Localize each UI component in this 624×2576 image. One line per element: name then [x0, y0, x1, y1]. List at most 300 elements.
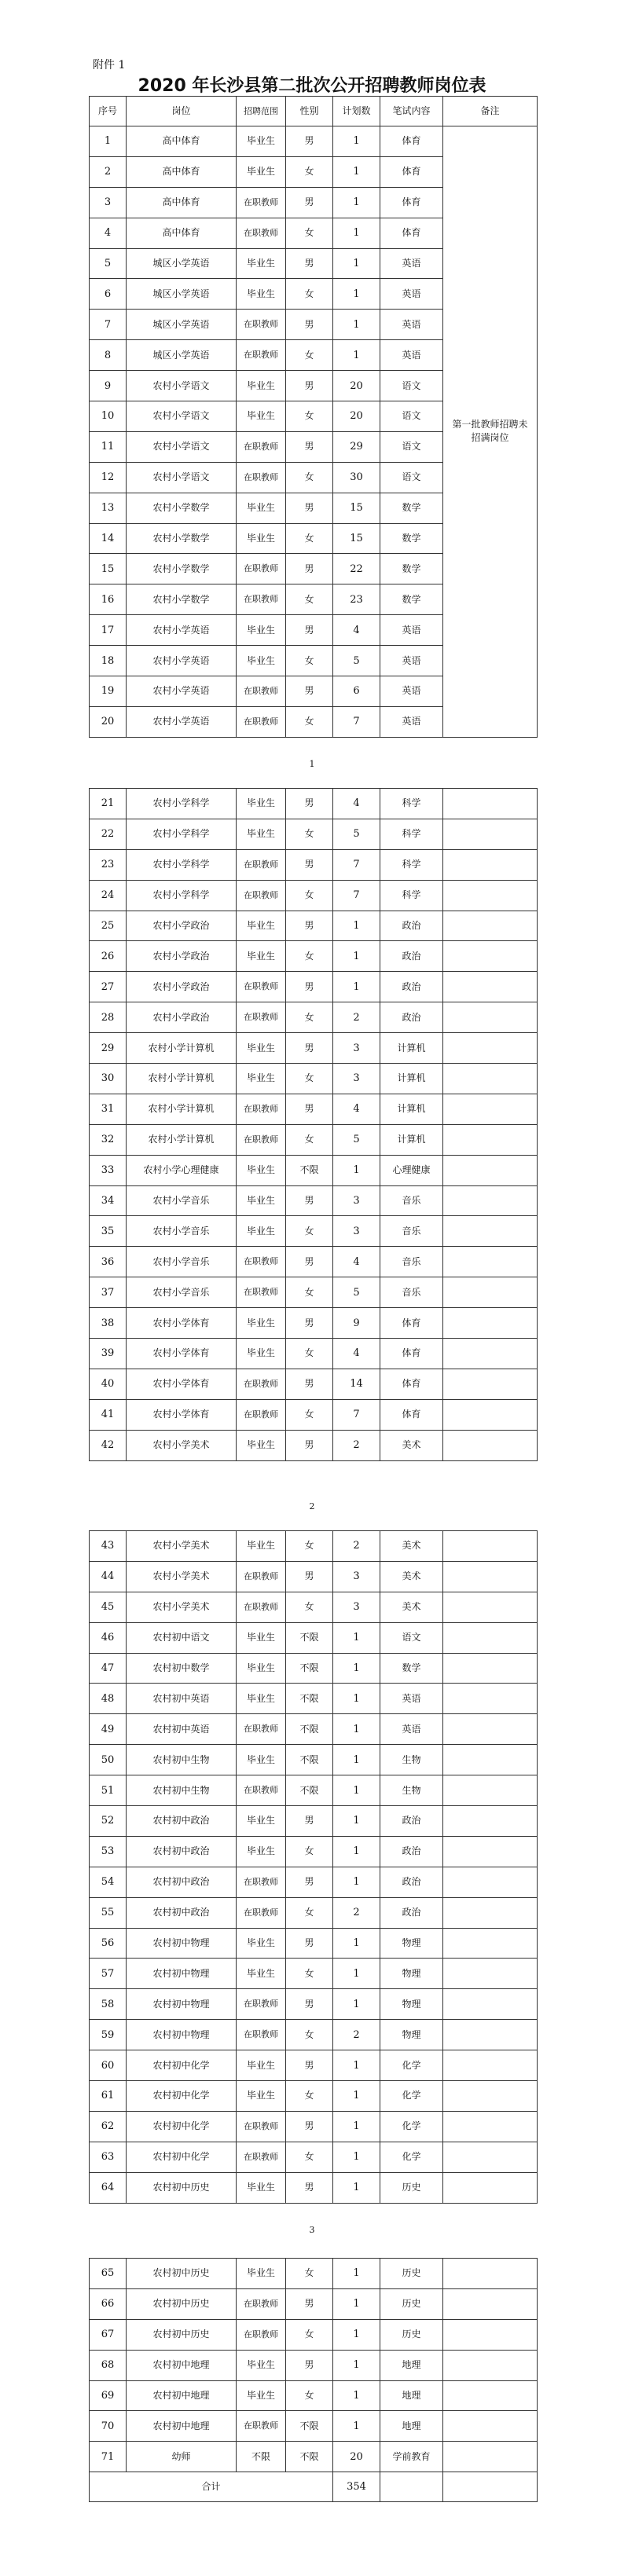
table-row	[90, 1308, 538, 1339]
scope-cell: 毕业生	[237, 126, 286, 157]
position-cell: 农村小学语文	[127, 371, 237, 401]
exam-cell: 物理	[380, 1928, 443, 1959]
gender-cell: 女	[286, 1216, 333, 1247]
position-table-page-2	[89, 788, 538, 1461]
quota-cell: 4	[333, 615, 380, 646]
scope-cell: 在职教师	[237, 554, 286, 584]
gender-cell: 男	[286, 248, 333, 279]
seq-cell: 26	[90, 941, 127, 972]
scope-cell: 在职教师	[237, 706, 286, 737]
scope-cell: 毕业生	[237, 1185, 286, 1216]
seq-cell: 25	[90, 911, 127, 941]
gender-cell: 女	[286, 279, 333, 310]
scope-cell: 毕业生	[237, 371, 286, 401]
table-row	[90, 1033, 538, 1064]
position-cell: 农村初中地理	[127, 2350, 237, 2380]
exam-cell: 美术	[380, 1430, 443, 1460]
gender-cell: 男	[286, 1867, 333, 1897]
position-cell: 农村小学语文	[127, 401, 237, 432]
table-row	[90, 1002, 538, 1033]
exam-cell: 数学	[380, 584, 443, 615]
quota-cell: 1	[333, 1806, 380, 1837]
seq-cell: 52	[90, 1806, 127, 1837]
column-header: 笔试内容	[380, 97, 443, 126]
seq-cell: 46	[90, 1622, 127, 1653]
position-cell: 农村小学美术	[127, 1592, 237, 1622]
column-header: 序号	[90, 97, 127, 126]
gender-cell: 女	[286, 1064, 333, 1094]
quota-cell: 1	[333, 218, 380, 248]
table-row	[90, 1399, 538, 1430]
scope-cell: 毕业生	[237, 2350, 286, 2380]
seq-cell: 5	[90, 248, 127, 279]
gender-cell: 女	[286, 1339, 333, 1369]
position-cell: 城区小学英语	[127, 248, 237, 279]
position-cell: 农村小学科学	[127, 789, 237, 819]
exam-cell: 科学	[380, 819, 443, 849]
position-cell: 农村小学数学	[127, 584, 237, 615]
exam-cell: 音乐	[380, 1216, 443, 1247]
scope-cell: 在职教师	[237, 2111, 286, 2142]
position-cell: 农村初中化学	[127, 2050, 237, 2081]
scope-cell: 在职教师	[237, 462, 286, 493]
scope-cell: 在职教师	[237, 1124, 286, 1155]
column-header: 岗位	[127, 97, 237, 126]
remark-cell	[443, 1033, 538, 1064]
remark-cell	[443, 972, 538, 1002]
column-header: 备注	[443, 97, 538, 126]
seq-cell: 15	[90, 554, 127, 584]
position-cell: 农村初中物理	[127, 2020, 237, 2050]
position-cell: 高中体育	[127, 126, 237, 157]
scope-cell: 在职教师	[237, 1002, 286, 1033]
exam-cell: 音乐	[380, 1247, 443, 1277]
table-row	[90, 2172, 538, 2203]
quota-cell: 1	[333, 1622, 380, 1653]
quota-cell: 4	[333, 1339, 380, 1369]
seq-cell: 62	[90, 2111, 127, 2142]
remark-cell	[443, 1775, 538, 1806]
total-value: 354	[333, 2472, 380, 2502]
position-cell: 农村初中英语	[127, 1714, 237, 1745]
remark-cell	[443, 2111, 538, 2142]
gender-cell: 不限	[286, 1622, 333, 1653]
seq-cell: 11	[90, 431, 127, 462]
gender-cell: 女	[286, 218, 333, 248]
seq-cell: 6	[90, 279, 127, 310]
table-row	[90, 1867, 538, 1897]
gender-cell: 男	[286, 2050, 333, 2081]
scope-cell: 毕业生	[237, 1653, 286, 1684]
gender-cell: 男	[286, 849, 333, 880]
quota-cell: 7	[333, 706, 380, 737]
quota-cell: 1	[333, 1775, 380, 1806]
exam-cell: 语文	[380, 1622, 443, 1653]
gender-cell: 男	[286, 911, 333, 941]
seq-cell: 21	[90, 789, 127, 819]
quota-cell: 20	[333, 401, 380, 432]
scope-cell: 在职教师	[237, 1094, 286, 1124]
remark-cell	[443, 2172, 538, 2203]
position-cell: 农村小学体育	[127, 1369, 237, 1399]
table-row	[90, 849, 538, 880]
remark-cell	[443, 1745, 538, 1775]
exam-cell: 计算机	[380, 1124, 443, 1155]
gender-cell: 男	[286, 187, 333, 218]
table-row	[90, 2259, 538, 2289]
position-cell: 农村小学英语	[127, 676, 237, 707]
position-cell: 农村小学美术	[127, 1561, 237, 1592]
table-header-row	[90, 97, 538, 126]
scope-cell: 在职教师	[237, 1399, 286, 1430]
exam-cell: 英语	[380, 279, 443, 310]
exam-cell: 英语	[380, 1684, 443, 1714]
scope-cell: 毕业生	[237, 615, 286, 646]
remark-cell	[443, 1369, 538, 1399]
page-number: 1	[309, 759, 315, 769]
page-number: 3	[309, 2225, 315, 2235]
gender-cell: 男	[286, 493, 333, 523]
seq-cell: 20	[90, 706, 127, 737]
table-row	[90, 1836, 538, 1867]
seq-cell: 65	[90, 2259, 127, 2289]
gender-cell: 男	[286, 1247, 333, 1277]
position-cell: 农村小学政治	[127, 911, 237, 941]
table-row	[90, 2288, 538, 2319]
table-row	[90, 2319, 538, 2350]
gender-cell: 男	[286, 126, 333, 157]
seq-cell: 22	[90, 819, 127, 849]
table-row	[90, 2442, 538, 2472]
quota-cell: 1	[333, 911, 380, 941]
exam-cell: 政治	[380, 1897, 443, 1928]
gender-cell: 女	[286, 1897, 333, 1928]
gender-cell: 女	[286, 1959, 333, 1989]
quota-cell: 3	[333, 1033, 380, 1064]
scope-cell: 毕业生	[237, 1622, 286, 1653]
quota-cell: 6	[333, 676, 380, 707]
gender-cell: 不限	[286, 1155, 333, 1185]
table-row	[90, 1622, 538, 1653]
remark-cell	[443, 880, 538, 911]
position-cell: 农村小学计算机	[127, 1064, 237, 1094]
position-cell: 农村初中化学	[127, 2111, 237, 2142]
exam-cell: 政治	[380, 941, 443, 972]
remark-cell	[443, 1897, 538, 1928]
scope-cell: 毕业生	[237, 2380, 286, 2411]
scope-cell: 毕业生	[237, 1806, 286, 1837]
gender-cell: 女	[286, 1531, 333, 1562]
exam-cell: 历史	[380, 2172, 443, 2203]
attachment-label: 附件 1	[93, 59, 126, 71]
exam-cell: 计算机	[380, 1033, 443, 1064]
exam-cell: 计算机	[380, 1064, 443, 1094]
exam-cell: 英语	[380, 310, 443, 340]
gender-cell: 不限	[286, 2411, 333, 2442]
remark-cell	[443, 1002, 538, 1033]
position-cell: 农村小学政治	[127, 941, 237, 972]
scope-cell: 在职教师	[237, 676, 286, 707]
position-cell: 农村初中政治	[127, 1836, 237, 1867]
table-row	[90, 1430, 538, 1460]
quota-cell: 2	[333, 2020, 380, 2050]
remark-cell	[443, 2319, 538, 2350]
scope-cell: 不限	[237, 2442, 286, 2472]
quota-cell: 7	[333, 849, 380, 880]
scope-cell: 毕业生	[237, 789, 286, 819]
gender-cell: 不限	[286, 1653, 333, 1684]
scope-cell: 在职教师	[237, 1897, 286, 1928]
scope-cell: 在职教师	[237, 1247, 286, 1277]
position-cell: 农村小学英语	[127, 615, 237, 646]
exam-cell: 历史	[380, 2319, 443, 2350]
remark-cell	[443, 1622, 538, 1653]
remark-cell	[443, 1277, 538, 1308]
position-cell: 农村初中数学	[127, 1653, 237, 1684]
table-row	[90, 1094, 538, 1124]
seq-cell: 54	[90, 1867, 127, 1897]
gender-cell: 女	[286, 156, 333, 187]
position-cell: 农村小学体育	[127, 1339, 237, 1369]
exam-cell: 数学	[380, 554, 443, 584]
position-cell: 农村小学音乐	[127, 1216, 237, 1247]
gender-cell: 女	[286, 584, 333, 615]
position-table-page-4	[89, 2258, 538, 2502]
exam-cell: 化学	[380, 2111, 443, 2142]
seq-cell: 48	[90, 1684, 127, 1714]
position-cell: 农村小学政治	[127, 1002, 237, 1033]
position-cell: 农村初中政治	[127, 1897, 237, 1928]
table-row	[90, 2020, 538, 2050]
scope-cell: 在职教师	[237, 1369, 286, 1399]
position-cell: 农村小学语文	[127, 462, 237, 493]
remark-cell	[443, 1989, 538, 2020]
remark-cell	[443, 2350, 538, 2380]
position-cell: 农村初中地理	[127, 2411, 237, 2442]
exam-cell: 语文	[380, 401, 443, 432]
scope-cell: 在职教师	[237, 584, 286, 615]
remark-cell	[443, 2020, 538, 2050]
exam-cell: 英语	[380, 615, 443, 646]
exam-cell: 体育	[380, 1399, 443, 1430]
scope-cell: 毕业生	[237, 1928, 286, 1959]
position-cell: 高中体育	[127, 187, 237, 218]
remark-cell	[443, 2142, 538, 2172]
exam-cell: 英语	[380, 676, 443, 707]
quota-cell: 30	[333, 462, 380, 493]
quota-cell: 3	[333, 1216, 380, 1247]
quota-cell: 1	[333, 2259, 380, 2289]
exam-cell: 英语	[380, 646, 443, 676]
scope-cell: 毕业生	[237, 523, 286, 554]
gender-cell: 女	[286, 523, 333, 554]
seq-cell: 16	[90, 584, 127, 615]
seq-cell: 29	[90, 1033, 127, 1064]
quota-cell: 5	[333, 1277, 380, 1308]
quota-cell: 1	[333, 340, 380, 371]
scope-cell: 毕业生	[237, 2081, 286, 2112]
position-cell: 农村小学科学	[127, 880, 237, 911]
scope-cell: 在职教师	[237, 1867, 286, 1897]
position-cell: 农村初中英语	[127, 1684, 237, 1714]
table-row	[90, 880, 538, 911]
remark-cell	[443, 1399, 538, 1430]
remark-cell	[443, 2081, 538, 2112]
remark-cell	[443, 2411, 538, 2442]
position-table-page-3	[89, 1530, 538, 2204]
gender-cell: 女	[286, 1002, 333, 1033]
gender-cell: 女	[286, 2380, 333, 2411]
gender-cell: 男	[286, 1806, 333, 1837]
exam-cell: 音乐	[380, 1185, 443, 1216]
scope-cell: 在职教师	[237, 1277, 286, 1308]
scope-cell: 在职教师	[237, 972, 286, 1002]
gender-cell: 女	[286, 462, 333, 493]
quota-cell: 1	[333, 1684, 380, 1714]
position-cell: 农村小学语文	[127, 431, 237, 462]
table-row	[90, 1989, 538, 2020]
remark-cell	[443, 2288, 538, 2319]
seq-cell: 27	[90, 972, 127, 1002]
seq-cell: 63	[90, 2142, 127, 2172]
exam-cell: 物理	[380, 1989, 443, 2020]
seq-cell: 12	[90, 462, 127, 493]
table-row	[90, 2081, 538, 2112]
remark-cell	[443, 1430, 538, 1460]
table-row	[90, 1216, 538, 1247]
scope-cell: 在职教师	[237, 2411, 286, 2442]
table-row	[90, 941, 538, 972]
table-row	[90, 1185, 538, 1216]
position-cell: 高中体育	[127, 156, 237, 187]
seq-cell: 4	[90, 218, 127, 248]
scope-cell: 毕业生	[237, 1216, 286, 1247]
gender-cell: 女	[286, 340, 333, 371]
remark-cell	[443, 1592, 538, 1622]
seq-cell: 14	[90, 523, 127, 554]
exam-cell: 语文	[380, 431, 443, 462]
remark-cell	[443, 2050, 538, 2081]
quota-cell: 7	[333, 880, 380, 911]
remark-cell	[443, 1094, 538, 1124]
position-cell: 农村小学体育	[127, 1308, 237, 1339]
remark-cell	[443, 1216, 538, 1247]
table-row	[90, 2411, 538, 2442]
quota-cell: 29	[333, 431, 380, 462]
quota-cell: 1	[333, 1653, 380, 1684]
gender-cell: 不限	[286, 1745, 333, 1775]
exam-cell: 政治	[380, 1002, 443, 1033]
scope-cell: 毕业生	[237, 1959, 286, 1989]
position-cell: 农村初中化学	[127, 2142, 237, 2172]
exam-cell: 政治	[380, 1867, 443, 1897]
gender-cell: 男	[286, 676, 333, 707]
exam-cell: 政治	[380, 911, 443, 941]
exam-cell: 英语	[380, 706, 443, 737]
gender-cell: 男	[286, 1033, 333, 1064]
seq-cell: 59	[90, 2020, 127, 2050]
scope-cell: 在职教师	[237, 2142, 286, 2172]
remark-cell	[443, 1561, 538, 1592]
remark-cell	[443, 2380, 538, 2411]
table-row	[90, 1806, 538, 1837]
scope-cell: 毕业生	[237, 1836, 286, 1867]
column-header: 计划数	[333, 97, 380, 126]
exam-cell: 地理	[380, 2411, 443, 2442]
seq-cell: 23	[90, 849, 127, 880]
table-row	[90, 1775, 538, 1806]
quota-cell: 1	[333, 972, 380, 1002]
gender-cell: 女	[286, 2020, 333, 2050]
scope-cell: 在职教师	[237, 218, 286, 248]
gender-cell: 男	[286, 2172, 333, 2203]
table-row	[90, 1369, 538, 1399]
quota-cell: 1	[333, 1745, 380, 1775]
position-cell: 高中体育	[127, 218, 237, 248]
exam-cell: 英语	[380, 1714, 443, 1745]
gender-cell: 男	[286, 1430, 333, 1460]
quota-cell: 23	[333, 584, 380, 615]
quota-cell: 3	[333, 1561, 380, 1592]
quota-cell: 22	[333, 554, 380, 584]
remark-cell	[443, 1124, 538, 1155]
page-title: 2020 年长沙县第二批次公开招聘教师岗位表	[138, 76, 486, 96]
scope-cell: 毕业生	[237, 941, 286, 972]
gender-cell: 男	[286, 371, 333, 401]
gender-cell: 女	[286, 941, 333, 972]
gender-cell: 男	[286, 2111, 333, 2142]
table-row	[90, 819, 538, 849]
table-row	[90, 1897, 538, 1928]
quota-cell: 15	[333, 523, 380, 554]
gender-cell: 男	[286, 554, 333, 584]
position-cell: 农村初中物理	[127, 1928, 237, 1959]
quota-cell: 1	[333, 1836, 380, 1867]
gender-cell: 男	[286, 2350, 333, 2380]
quota-cell: 1	[333, 2319, 380, 2350]
exam-cell: 数学	[380, 523, 443, 554]
seq-cell: 68	[90, 2350, 127, 2380]
position-cell: 农村小学音乐	[127, 1277, 237, 1308]
scope-cell: 毕业生	[237, 1430, 286, 1460]
gender-cell: 女	[286, 1277, 333, 1308]
gender-cell: 女	[286, 2319, 333, 2350]
gender-cell: 女	[286, 706, 333, 737]
seq-cell: 37	[90, 1277, 127, 1308]
scope-cell: 毕业生	[237, 1339, 286, 1369]
scope-cell: 毕业生	[237, 279, 286, 310]
remark-cell	[443, 1155, 538, 1185]
scope-cell: 毕业生	[237, 1308, 286, 1339]
seq-cell: 44	[90, 1561, 127, 1592]
quota-cell: 4	[333, 1094, 380, 1124]
seq-cell: 39	[90, 1339, 127, 1369]
seq-cell: 58	[90, 1989, 127, 2020]
remark-cell	[443, 1308, 538, 1339]
gender-cell: 男	[286, 1185, 333, 1216]
total-row	[90, 2472, 538, 2502]
exam-cell: 历史	[380, 2259, 443, 2289]
scope-cell: 毕业生	[237, 1531, 286, 1562]
page-number: 2	[309, 1501, 315, 1512]
seq-cell: 51	[90, 1775, 127, 1806]
remark-cell	[443, 911, 538, 941]
exam-cell: 美术	[380, 1531, 443, 1562]
position-cell: 城区小学英语	[127, 340, 237, 371]
remark-cell	[443, 1185, 538, 1216]
exam-cell: 体育	[380, 1369, 443, 1399]
table-row	[90, 1124, 538, 1155]
